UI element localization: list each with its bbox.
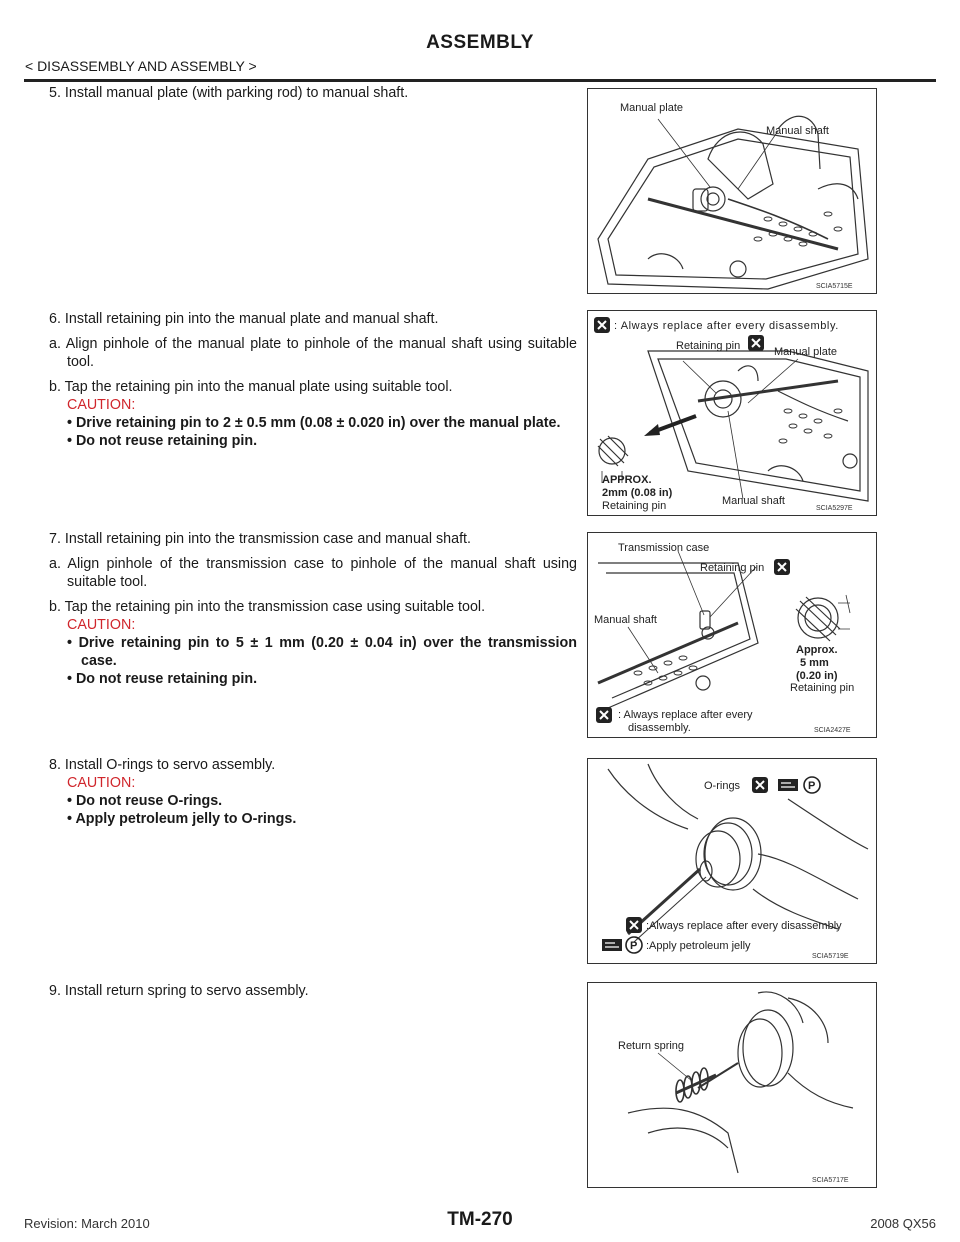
breadcrumb: < DISASSEMBLY AND ASSEMBLY > xyxy=(25,58,257,74)
figure-retaining-pin-case-label-shaft: Manual shaft xyxy=(594,614,657,626)
figure-retaining-pin-case-approx-2: 5 mm xyxy=(800,657,829,669)
step-6b-text: b. Tap the retaining pin into the manual plate using suitable tool. xyxy=(49,379,453,395)
figure-retaining-pin-plate-illustration xyxy=(588,311,875,514)
step-7-caution-2: • Do not reuse retaining pin. xyxy=(67,670,577,688)
petroleum-p-icon xyxy=(626,937,642,953)
step-6-caution-1: • Drive retaining pin to 2 ± 0.5 mm (0.08 ± 0.020 in) over the manual plate. xyxy=(67,414,577,432)
step-7-text: 7. Install retaining pin into the transmission case and manual shaft. xyxy=(49,531,471,547)
step-6a-text: a. Align pinhole of the manual plate to pinhole of the manual shaft using suitable tool. xyxy=(49,336,577,370)
figure-retaining-pin-plate-code: SCIA5297E xyxy=(816,505,853,512)
do-not-reuse-icon xyxy=(774,559,790,575)
step-7a-text: a. Align pinhole of the transmission case to pinhole of the manual shaft using suitable tool. xyxy=(49,556,577,590)
figure-o-rings xyxy=(587,758,877,964)
petroleum-jelly-icon xyxy=(602,939,622,951)
svg-text:P: P xyxy=(630,940,638,952)
figure-retaining-pin-plate xyxy=(587,310,877,516)
figure-manual-plate-code: SCIA5715E xyxy=(816,283,853,290)
figure-retaining-pin-plate-label-shaft: Manual shaft xyxy=(722,495,785,507)
step-8-caution-heading: CAUTION: xyxy=(67,775,136,791)
figure-retaining-pin-plate-label-plate: Manual plate xyxy=(774,346,837,358)
step-6-caution-2: • Do not reuse retaining pin. xyxy=(67,432,577,450)
step-7b-text: b. Tap the retaining pin into the transmission case using suitable tool. xyxy=(49,599,486,615)
figure-retaining-pin-plate-approx-1: APPROX. xyxy=(602,474,652,486)
step-8 xyxy=(49,756,577,828)
step-7 xyxy=(49,530,577,688)
figure-manual-plate-illustration xyxy=(588,89,875,292)
figure-retaining-pin-plate-label-pin-2: Retaining pin xyxy=(602,500,667,512)
header-rule xyxy=(24,79,936,82)
figure-return-spring xyxy=(587,982,877,1188)
do-not-reuse-icon xyxy=(594,317,610,333)
step-8-caution-2: • Apply petroleum jelly to O-rings. xyxy=(67,810,577,828)
step-6-text: 6. Install retaining pin into the manual plate and manual shaft. xyxy=(49,311,439,327)
step-7-caution-list xyxy=(67,634,577,688)
step-8-caution-1: • Do not reuse O-rings. xyxy=(67,792,577,810)
figure-retaining-pin-case-label-case: Transmission case xyxy=(618,542,710,554)
figure-retaining-pin-case-illustration xyxy=(588,533,875,736)
petroleum-p-icon xyxy=(804,777,820,793)
do-not-reuse-icon xyxy=(752,777,768,793)
footer-page-number: TM-270 xyxy=(447,1209,513,1230)
figure-retaining-pin-case-approx-3: (0.20 in) xyxy=(796,670,838,682)
step-5 xyxy=(49,84,577,109)
figure-retaining-pin-case-note-1: : Always replace after every xyxy=(618,709,753,721)
step-8-caution-list xyxy=(67,792,577,828)
step-8-text: 8. Install O-rings to servo assembly. xyxy=(49,757,276,773)
figure-retaining-pin-case-code: SCIA2427E xyxy=(814,727,851,734)
figure-return-spring-code: SCIA5717E xyxy=(812,1177,849,1184)
figure-retaining-pin-case-label-pin-2: Retaining pin xyxy=(790,682,855,694)
footer-model: 2008 QX56 xyxy=(870,1216,936,1231)
figure-o-rings-note-2: :Apply petroleum jelly xyxy=(646,940,751,952)
figure-retaining-pin-plate-label-pin: Retaining pin xyxy=(676,340,741,352)
do-not-reuse-icon xyxy=(596,707,612,723)
svg-text:P: P xyxy=(808,780,816,792)
figure-return-spring-label: Return spring xyxy=(618,1040,685,1052)
petroleum-jelly-icon xyxy=(778,779,798,791)
figure-manual-plate-label-plate: Manual plate xyxy=(620,102,683,114)
step-9 xyxy=(49,982,577,1007)
figure-o-rings-label: O-rings xyxy=(704,780,741,792)
figure-o-rings-code: SCIA5719E xyxy=(812,953,849,960)
do-not-reuse-icon xyxy=(626,917,642,933)
figure-retaining-pin-case-approx-1: Approx. xyxy=(796,644,838,656)
figure-retaining-pin-case xyxy=(587,532,877,738)
figure-retaining-pin-plate-approx-2: 2mm (0.08 in) xyxy=(602,487,673,499)
page-title: ASSEMBLY xyxy=(426,32,534,53)
figure-retaining-pin-case-note-2: disassembly. xyxy=(628,722,691,734)
step-6-caution-list xyxy=(67,414,577,450)
figure-o-rings-note-1: :Always replace after every disassembly xyxy=(646,920,842,932)
figure-return-spring-illustration xyxy=(588,983,875,1186)
figure-manual-plate-label-shaft: Manual shaft xyxy=(766,125,829,137)
step-5-text: 5. Install manual plate (with parking rod) to manual shaft. xyxy=(49,85,409,101)
figure-retaining-pin-plate-note: : Always replace after every disassembly. xyxy=(614,320,839,332)
figure-manual-plate xyxy=(587,88,877,294)
step-7-caution-heading: CAUTION: xyxy=(67,617,136,633)
do-not-reuse-icon xyxy=(748,335,764,351)
figure-retaining-pin-case-label-pin: Retaining pin xyxy=(700,562,765,574)
figure-o-rings-illustration xyxy=(588,759,875,962)
step-6-caution-heading: CAUTION: xyxy=(67,397,136,413)
footer-revision: Revision: March 2010 xyxy=(24,1216,150,1231)
step-9-text: 9. Install return spring to servo assembly. xyxy=(49,983,309,999)
step-6 xyxy=(49,310,577,450)
step-7-caution-1: • Drive retaining pin to 5 ± 1 mm (0.20 ± 0.04 in) over the transmission case. xyxy=(67,634,577,670)
